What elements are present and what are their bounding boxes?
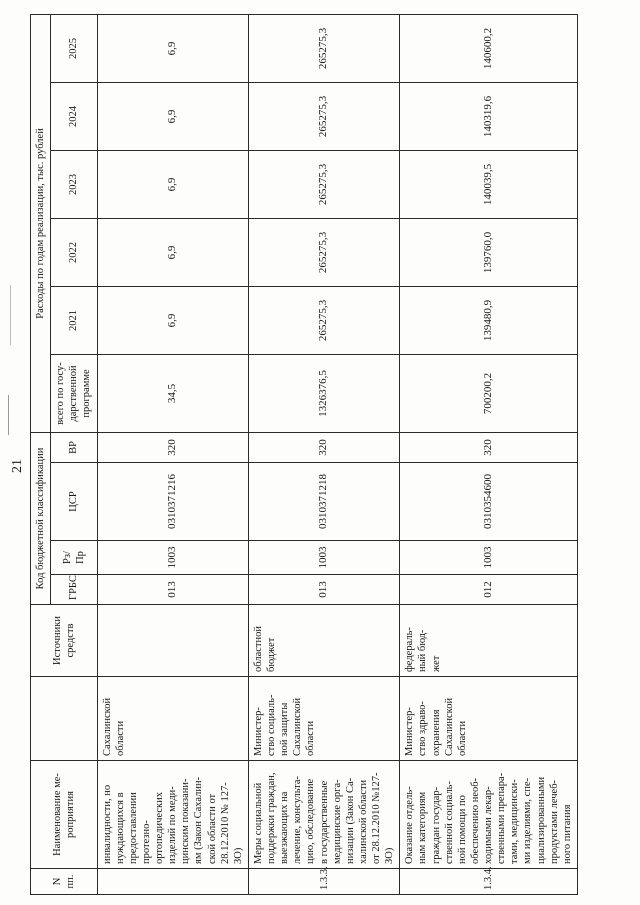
rzpr-code: 1003 xyxy=(97,541,248,575)
value-2024: 140319,6 xyxy=(400,82,578,150)
value-2023: 140039,5 xyxy=(400,150,578,218)
budget-table-wrapper xyxy=(30,15,578,895)
value-2023: 265275,3 xyxy=(248,150,399,218)
scan-artifact-line xyxy=(8,395,9,435)
csr-code: 0310371218 xyxy=(248,463,399,541)
value-2021: 265275,3 xyxy=(248,286,399,354)
row-number: 1.3.4. xyxy=(400,869,578,895)
header-grbs: ГРБС xyxy=(51,575,97,605)
page-number: 21 xyxy=(10,459,25,473)
header-name: Наименование ме- роприятия xyxy=(31,761,98,869)
value-2022: 139760,0 xyxy=(400,218,578,286)
executor: Сахалинской области xyxy=(97,677,248,761)
funding-source: областной бюджет xyxy=(248,605,399,677)
value-2021: 6,9 xyxy=(97,286,248,354)
header-expenses: Расходы по годам реализации, тыс. рублей xyxy=(31,14,51,432)
rzpr-code: 1003 xyxy=(248,541,399,575)
vr-code: 320 xyxy=(400,432,578,462)
total-value: 34,5 xyxy=(97,354,248,432)
header-executor xyxy=(31,677,98,761)
total-value: 1326376,5 xyxy=(248,354,399,432)
executor: Министер- ство социаль- ной защиты Сахалинской области xyxy=(248,677,399,761)
csr-code: 0310371216 xyxy=(97,463,248,541)
value-2025: 265275,3 xyxy=(248,14,399,82)
table-row xyxy=(248,14,399,894)
value-2022: 6,9 xyxy=(97,218,248,286)
value-2024: 265275,3 xyxy=(248,82,399,150)
header-total: всего по госу- дарственной программе xyxy=(51,354,97,432)
value-2023: 6,9 xyxy=(97,150,248,218)
table-row xyxy=(400,14,578,894)
row-number: 1.3.3. xyxy=(248,869,399,895)
executor: Министер- ство здраво- охранения Сахалинской области xyxy=(400,677,578,761)
measure-name: Меры социальной поддержки граждан, выезжающих на лечение, консульта- цию, обследование в государственные медицинские орга- низации (Закон Са- халинской области от 28.12.2010 №127- ЗО) xyxy=(248,761,399,869)
csr-code: 0310354600 xyxy=(400,463,578,541)
header-year-2022: 2022 xyxy=(51,218,97,286)
value-2022: 265275,3 xyxy=(248,218,399,286)
header-source: Источники средств xyxy=(31,605,98,677)
header-year-2021: 2021 xyxy=(51,286,97,354)
value-2025: 140600,2 xyxy=(400,14,578,82)
value-2025: 6,9 xyxy=(97,14,248,82)
grbs-code: 013 xyxy=(97,575,248,605)
grbs-code: 013 xyxy=(248,575,399,605)
value-2021: 139480,9 xyxy=(400,286,578,354)
vr-code: 320 xyxy=(248,432,399,462)
measure-name: Оказание отдель- ным категориям граждан государ- ственной социаль- ной помощи по обеспечению необ- ходимыми лекар- ственными препара- тами, медицински- ми изделиями, спе- циализированными продуктами лечеб- ного питания xyxy=(400,761,578,869)
row-number xyxy=(97,869,248,895)
rzpr-code: 1003 xyxy=(400,541,578,575)
table-row xyxy=(97,14,248,894)
header-vr: ВР xyxy=(51,432,97,462)
funding-source xyxy=(97,605,248,677)
grbs-code: 012 xyxy=(400,575,578,605)
budget-table xyxy=(30,14,578,895)
header-rzpr: Рз/ Пр xyxy=(51,541,97,575)
funding-source: федераль- ный бюд- жет xyxy=(400,605,578,677)
header-csr: ЦСР xyxy=(51,463,97,541)
measure-name: инвалидности, но нуждающихся в предоставлении протезно- ортопедических изделий по меди- цинским показани- ям (Закон Сахалин- ской области от 28.12.2010 № 127- ЗО) xyxy=(97,761,248,869)
header-num: N пп. xyxy=(31,869,98,895)
scan-artifact-line xyxy=(10,285,11,345)
header-budget-code: Код бюджетной классификации xyxy=(31,432,51,604)
vr-code: 320 xyxy=(97,432,248,462)
value-2024: 6,9 xyxy=(97,82,248,150)
total-value: 700200,2 xyxy=(400,354,578,432)
header-year-2024: 2024 xyxy=(51,82,97,150)
header-year-2025: 2025 xyxy=(51,14,97,82)
header-year-2023: 2023 xyxy=(51,150,97,218)
